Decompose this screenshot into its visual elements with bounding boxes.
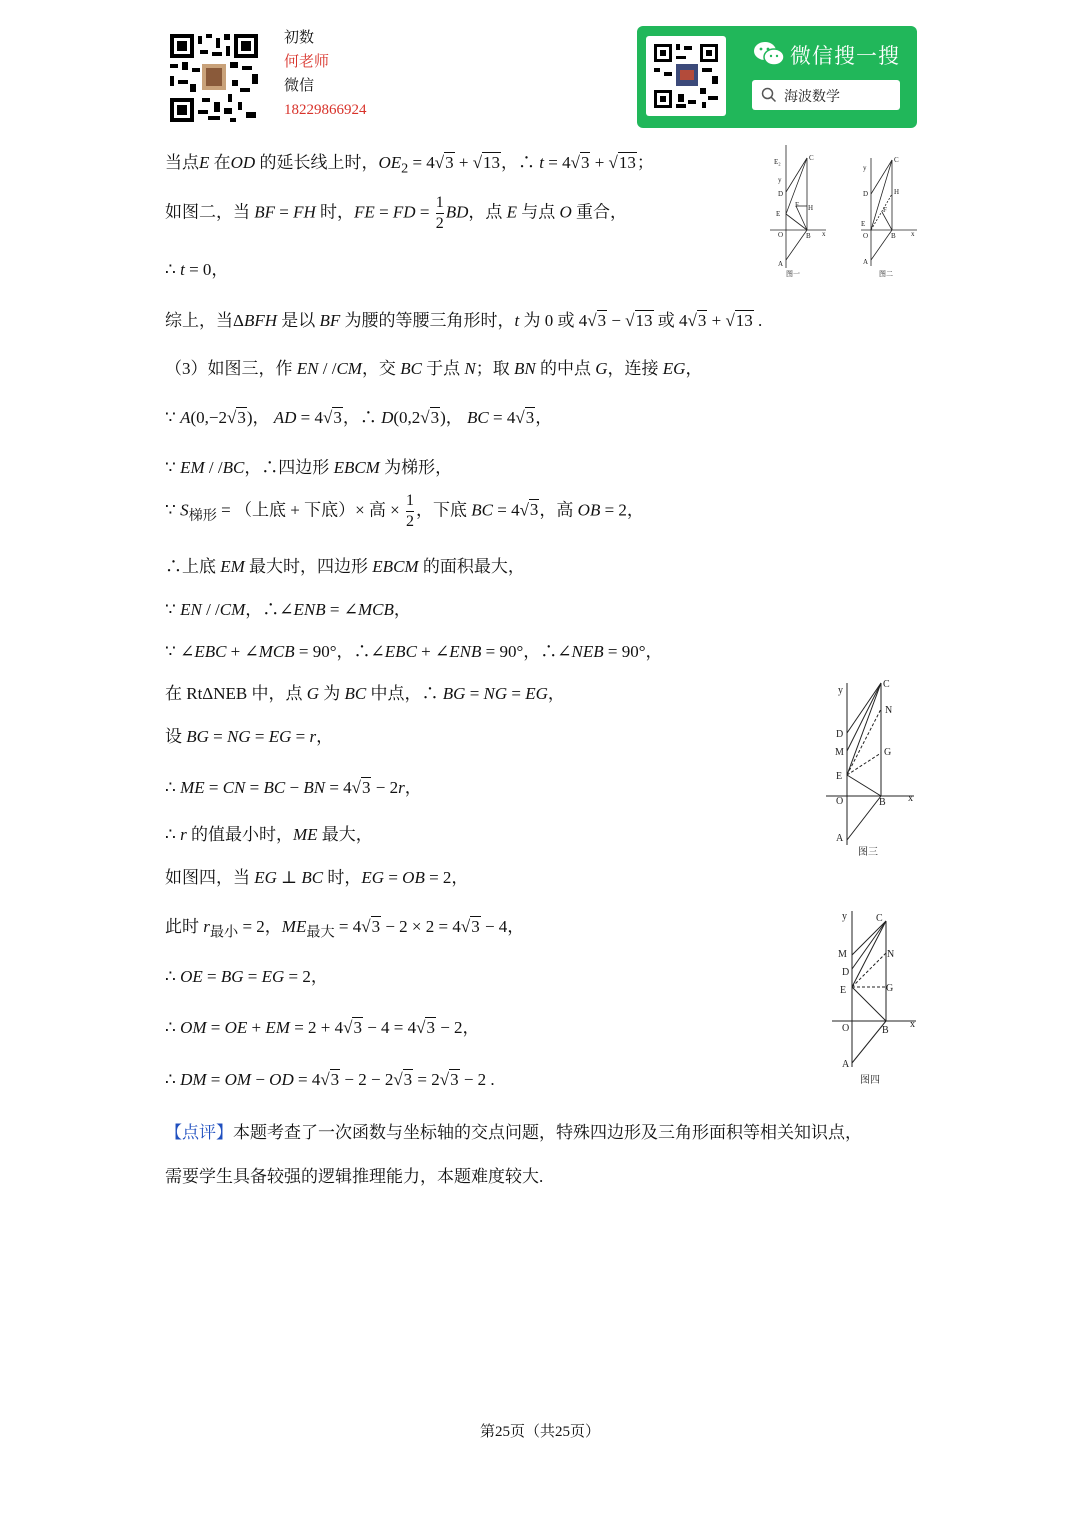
contact-line-1: 初数: [284, 30, 315, 46]
svg-text:H: H: [894, 188, 900, 196]
contact-info: [284, 26, 367, 122]
contact-teacher: 何老师: [284, 54, 330, 70]
svg-text:y: y: [842, 911, 847, 922]
qr-code-right: [646, 36, 726, 116]
wechat-search-banner[interactable]: [637, 26, 917, 128]
figure-1-caption: 图一: [786, 270, 800, 278]
svg-text:x: x: [908, 793, 913, 804]
comment-text-1: 本题考查了一次函数与坐标轴的交点问题，特殊四边形及三角形面积等相关知识点，: [233, 1123, 862, 1142]
svg-text:G: G: [886, 983, 894, 994]
svg-text:F: F: [883, 206, 887, 214]
text-line: ∵ $S_{梯形}$ = （上底 + 下底）× 高 × $\frac{1}{2}$ ，下底 BC = 4√3，高 OB = 2，: [165, 492, 644, 530]
svg-text:F: F: [795, 201, 799, 209]
figure-2: [855, 150, 925, 280]
figure-4-caption: 图四: [860, 1075, 880, 1086]
svg-text:E: E: [840, 985, 847, 996]
contact-phone: 18229866924: [284, 102, 367, 118]
text-line: 当点E 在OD 的延长线上时，$OE_2 = 4√3 + √13$，∴ t = 4√3 + √13；: [165, 153, 654, 177]
svg-text:A: A: [842, 1059, 850, 1070]
svg-text:y: y: [778, 176, 782, 184]
svg-text:G: G: [884, 747, 892, 758]
svg-text:D: D: [863, 190, 869, 198]
text-line: ∴ t = 0，: [165, 260, 229, 279]
svg-text:O: O: [836, 796, 844, 807]
svg-text:C: C: [876, 913, 883, 924]
text-line: ∵ EM / /BC，∴四边形 EBCM 为梯形，: [165, 458, 453, 477]
text-line: ∴ OM = OE + EM = 2 + 4√3 − 4 = 4√3 − 2，: [165, 1018, 480, 1037]
svg-text:B: B: [879, 797, 886, 808]
svg-text:B: B: [806, 232, 811, 240]
wechat-search-title: 微信搜一搜: [790, 44, 900, 68]
svg-text:O: O: [842, 1023, 850, 1034]
comment-line-2: 需要学生具备较强的逻辑推理能力，本题难度较大.: [165, 1167, 544, 1186]
svg-text:D: D: [836, 729, 844, 740]
svg-text:D: D: [842, 967, 850, 978]
search-keyword: 海波数学: [784, 89, 840, 105]
svg-text:C: C: [809, 154, 814, 162]
page-footer: 第25页（共25页）: [479, 1424, 600, 1440]
contact-line-3: 微信: [284, 78, 315, 94]
svg-text:N: N: [885, 705, 893, 716]
text-line: ∵ ∠EBC + ∠MCB = 90°，∴∠EBC + ∠ENB = 90°，∴∠NEB = 90°，: [165, 642, 663, 661]
svg-text:E: E: [861, 220, 866, 228]
text-line: 此时 $r_{最小} = 2$，$ME_{最大} = 4√3 - 2 \times 2 = 4√3 - 4$，: [165, 917, 525, 941]
svg-text:y: y: [863, 164, 867, 172]
svg-text:B: B: [891, 232, 896, 240]
text-line: （3）如图三，作 EN / /CM，交 BC 于点 N；取 BN 的中点 G，连接 EG，: [165, 359, 703, 378]
figure-2-caption: 图二: [879, 270, 893, 278]
text-line: 在 RtΔNEB 中，点 G 为 BC 中点，∴ BG = NG = EG，: [165, 684, 565, 703]
svg-text:C: C: [894, 156, 899, 164]
wechat-search-box[interactable]: [752, 80, 900, 110]
text-line: ∴ OE = BG = EG = 2，: [165, 967, 328, 986]
svg-text:B: B: [882, 1025, 889, 1036]
svg-text:A: A: [863, 258, 869, 266]
text-line: ∴ DM = OM − OD = 4√3 − 2 − 2√3 = 2√3 − 2 .: [165, 1070, 495, 1089]
wechat-logo-icon: [753, 40, 785, 68]
svg-text:E: E: [776, 210, 781, 218]
svg-text:x: x: [911, 230, 915, 238]
svg-text:E: E: [836, 771, 843, 782]
svg-text:M: M: [838, 949, 847, 960]
svg-text:M: M: [835, 747, 844, 758]
svg-text:x: x: [910, 1019, 915, 1030]
text-line: 设 BG = NG = EG = r，: [165, 727, 334, 746]
text-line: ∵ EN / /CM，∴∠ENB = ∠MCB，: [165, 600, 411, 619]
comment-tag: 【点评】: [165, 1123, 233, 1142]
text-line: 如图二，当 BF = FH 时，FE = FD = $\frac{1}{2}$ BD，点 E 与点 O 重合，: [165, 194, 628, 232]
svg-text:H: H: [808, 204, 814, 212]
text-line: ∵ A(0,−2√3)， AD = 4√3，∴ D(0,2√3)， BC = 4√3，: [165, 408, 553, 427]
comment-line-1: [165, 1118, 862, 1143]
figure-1: [760, 140, 830, 280]
svg-text:y: y: [838, 685, 843, 696]
figure-3-caption: 图三: [858, 847, 878, 858]
text-line: ∴ r 的值最小时，ME 最大，: [165, 825, 373, 844]
svg-text:C: C: [883, 679, 890, 690]
search-icon: [761, 87, 777, 103]
text-line: 如图四，当 EG ⊥ BC 时，EG = OB = 2，: [165, 868, 469, 887]
svg-text:A: A: [778, 260, 784, 268]
figure-4: [828, 905, 923, 1090]
svg-text:E₂: E₂: [774, 158, 781, 166]
svg-text:D: D: [778, 190, 784, 198]
text-line: 综上，当ΔBFH 是以 BF 为腰的等腰三角形时，t 为 0 或 4√3 − √13 或 4√3 + √13 .: [165, 311, 763, 330]
svg-text:N: N: [887, 949, 895, 960]
text-line: ∴ ME = CN = BC − BN = 4√3 − 2r，: [165, 778, 422, 797]
svg-text:O: O: [778, 231, 784, 239]
svg-text:x: x: [822, 230, 826, 238]
qr-code-left: [168, 32, 260, 124]
svg-text:O: O: [863, 232, 869, 240]
svg-text:A: A: [836, 833, 844, 844]
text-line: ∴上底 EM 最大时，四边形 EBCM 的面积最大，: [165, 557, 525, 576]
figure-3: [822, 675, 922, 860]
